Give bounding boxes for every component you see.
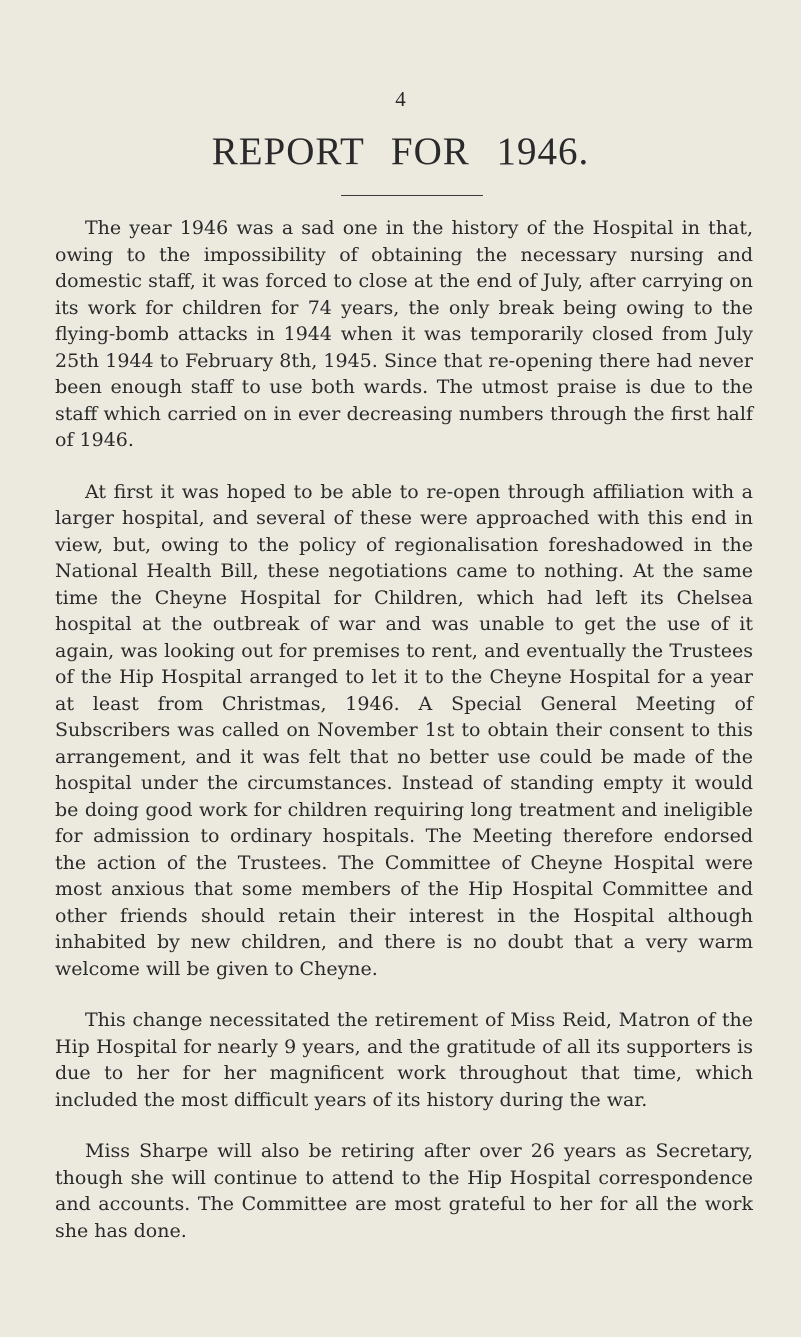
paragraph-secretary-retirement: Miss Sharpe will also be retiring after over 26 years as Secretary, though she will continue to attend to the Hip Hospital correspondence and accounts. The Committee are most grateful to her for all the work she has done. [55,1140,753,1242]
report-body [55,215,753,1244]
paragraph-cheyne-hospital-arrangement: At first it was hoped to be able to re-open through affiliation with a larger hospital, and several of these were approached with this end in view, but, owing to the policy of regionalisation foreshadowed in the National Health Bill, these negotiations came to nothing. At the same time the Cheyne Hospital for Children, which had left its Chelsea hospital at the outbreak of war and was unable to get the use of it again, was looking out for premises to rent, and eventually the Trustees of the Hip Hospital arranged to let it to the Cheyne Hospital for a year at least from Christmas, 1946. A Special General Meeting of Subscribers was called on November 1st to obtain their consent to this arrangement, and it was felt that no better use could be made of the hospital under the circumstances. Instead of standing empty it would be doing good work for children requiring long treatment and ineligible for admission to ordinary hospitals. The Meeting therefore endorsed the action of the Trustees. The Committee of Cheyne Hospital were most anxious that some members of the Hip Hospital Committee and other friends should retain their interest in the Hospital although inhabited by new children, and there is no doubt that a very warm welcome will be given to Cheyne. [55,480,753,980]
paragraph-matron-retirement: This change necessitated the retirement of Miss Reid, Matron of the Hip Hospital for nearly 9 years, and the gratitude of all its supporters is due to her for her magnificent work throughout that time, which included the most difficult years of its history during the war. [55,1009,753,1111]
report-title: REPORT FOR 1946. [211,130,590,173]
page-number: 4 [395,87,406,111]
paragraph-hospital-closure: The year 1946 was a sad one in the history of the Hospital in that, owing to the impossibility of obtaining the necessary nursing and domestic staff, it was forced to close at the end of July, after carrying on its work for children for 74 years, the only break being owing to the flying-bomb attacks in 1944 when it was temporarily closed from July 25th 1944 to February 8th, 1945. Since that re-opening there had never been enough staff to use both wards. The utmost praise is due to the staff which carried on in ever decreasing numbers through the first half of 1946. [55,217,753,451]
title-divider [341,195,483,196]
